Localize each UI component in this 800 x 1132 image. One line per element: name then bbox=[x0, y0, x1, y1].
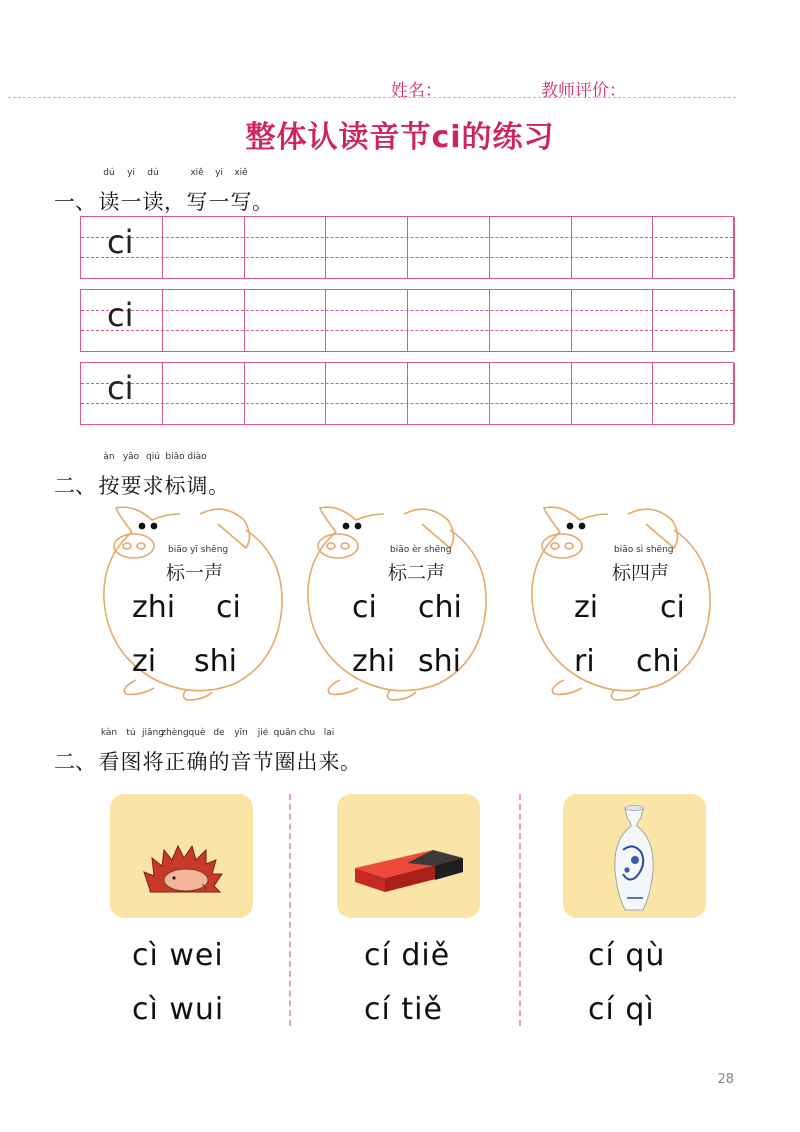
pig-outline-icon bbox=[524, 502, 714, 702]
syllable: shi bbox=[194, 644, 237, 679]
grid-cell[interactable] bbox=[245, 363, 327, 424]
answer-option[interactable]: cí qù bbox=[588, 938, 666, 973]
teacher-evaluation-label: 教师评价： bbox=[541, 81, 626, 101]
ruby-char: jié 节 bbox=[252, 728, 274, 774]
grid-cell[interactable] bbox=[572, 363, 654, 424]
syllable: ci bbox=[216, 590, 241, 625]
page-number: 28 bbox=[717, 1072, 734, 1087]
grid-cell[interactable] bbox=[163, 217, 245, 278]
ruby-char: tú 图 bbox=[120, 728, 142, 774]
grid-cell[interactable] bbox=[326, 363, 408, 424]
sample-syllable: ci bbox=[107, 296, 134, 334]
grid-cell[interactable] bbox=[490, 217, 572, 278]
grid-cell[interactable] bbox=[572, 290, 654, 351]
ruby-char: kàn 看 bbox=[98, 728, 120, 774]
pig-label: 标四声 bbox=[612, 562, 670, 584]
comma: ， bbox=[164, 190, 185, 214]
ruby-char: dú 读 bbox=[98, 168, 120, 214]
vase-icon bbox=[563, 794, 706, 918]
answer-option[interactable]: cì wei bbox=[132, 938, 224, 973]
grid-cell[interactable] bbox=[326, 290, 408, 351]
ruby-char: yīn 音 bbox=[230, 728, 252, 774]
ruby-char: lai 来 bbox=[318, 728, 340, 774]
ruby-char: dú 读 bbox=[142, 168, 164, 214]
ruby-char: jiāng 将 bbox=[142, 728, 164, 774]
ruby-char: què 确 bbox=[186, 728, 208, 774]
grid-cell[interactable] bbox=[653, 217, 735, 278]
syllable: zi bbox=[574, 590, 599, 625]
ruby-char: qiú 求 bbox=[142, 452, 164, 498]
syllable: zi bbox=[132, 644, 157, 679]
syllable: ci bbox=[352, 590, 377, 625]
picture-card-hedgehog bbox=[110, 794, 253, 918]
grid-cell[interactable] bbox=[490, 290, 572, 351]
syllable: zhi bbox=[132, 590, 176, 625]
ruby-char: àn 按 bbox=[98, 452, 120, 498]
ruby-char: biāo 标 bbox=[164, 452, 186, 498]
grid-cell[interactable] bbox=[490, 363, 572, 424]
pig-outline-icon bbox=[96, 502, 286, 702]
pig-label-pinyin: biāo èr shēng bbox=[390, 545, 452, 555]
writing-grid-row[interactable] bbox=[80, 362, 734, 425]
picture-card-vase bbox=[563, 794, 706, 918]
ruby-char: yi 一 bbox=[120, 168, 142, 214]
section1-title bbox=[54, 166, 354, 214]
answer-option[interactable]: cì wui bbox=[132, 992, 225, 1027]
syllable: ri bbox=[574, 644, 595, 679]
grid-cell[interactable] bbox=[245, 290, 327, 351]
section2-title: 二、 àn 按 yāo 要 qiú 求 biāo 标 diào 调 。 bbox=[54, 452, 229, 498]
ruby-char: xiě 写 bbox=[230, 168, 252, 214]
writing-grid-row[interactable] bbox=[80, 289, 734, 352]
grid-cell[interactable] bbox=[163, 290, 245, 351]
syllable: zhi bbox=[352, 644, 396, 679]
pig-label-pinyin: biāo yī shēng bbox=[168, 545, 229, 555]
section1-prefix: 一、 bbox=[54, 190, 96, 214]
grid-cell[interactable] bbox=[653, 290, 735, 351]
pig-exercise bbox=[300, 502, 490, 702]
name-label: 姓名： bbox=[391, 81, 442, 101]
ruby-char: yāo 要 bbox=[120, 452, 142, 498]
grid-cell[interactable] bbox=[326, 217, 408, 278]
sample-syllable: ci bbox=[107, 369, 134, 407]
ruby-char: zhèng 正 bbox=[161, 728, 189, 774]
sample-syllable: ci bbox=[107, 223, 134, 261]
pig-label-pinyin: biāo sì shēng bbox=[614, 545, 674, 555]
grid-cell[interactable] bbox=[163, 363, 245, 424]
answer-option[interactable]: cí diě bbox=[364, 938, 451, 973]
section3-title: 二、 kàn 看 tú 图 jiāng 将 zhèng 正 què 确 de 的 yīn 音 jié 节 quān 圈 chu 出 lai 来 。 bbox=[54, 728, 361, 774]
answer-option[interactable]: cí tiě bbox=[364, 992, 443, 1027]
syllable: chi bbox=[418, 590, 462, 625]
grid-cell[interactable] bbox=[572, 217, 654, 278]
grid-cell[interactable] bbox=[408, 217, 490, 278]
ruby-char: xiě 写 bbox=[186, 168, 208, 214]
grid-cell[interactable] bbox=[408, 290, 490, 351]
grid-cell[interactable] bbox=[653, 363, 735, 424]
page-title: 整体认读音节ci的练习 bbox=[245, 120, 555, 155]
picture-card-eraser bbox=[337, 794, 480, 918]
pig-label: 标二声 bbox=[388, 562, 446, 584]
syllable: chi bbox=[636, 644, 680, 679]
header-divider bbox=[8, 97, 736, 98]
answer-option[interactable]: cí qì bbox=[588, 992, 655, 1027]
pig-exercise bbox=[96, 502, 286, 702]
ruby-char: chu 出 bbox=[296, 728, 318, 774]
column-divider bbox=[519, 794, 521, 1026]
ruby-char: quān 圈 bbox=[273, 728, 297, 774]
eraser-icon bbox=[337, 794, 480, 918]
syllable: shi bbox=[418, 644, 461, 679]
ruby-char: yi 一 bbox=[208, 168, 230, 214]
grid-cell[interactable] bbox=[245, 217, 327, 278]
syllable: ci bbox=[660, 590, 685, 625]
column-divider bbox=[289, 794, 291, 1026]
pig-label: 标一声 bbox=[166, 562, 224, 584]
grid-cell[interactable] bbox=[408, 363, 490, 424]
hedgehog-icon bbox=[110, 794, 253, 918]
period: 。 bbox=[252, 190, 273, 214]
ruby-char: diào 调 bbox=[186, 452, 208, 498]
pig-exercise bbox=[524, 502, 714, 702]
writing-grid-row[interactable] bbox=[80, 216, 734, 279]
ruby-char: de 的 bbox=[208, 728, 230, 774]
